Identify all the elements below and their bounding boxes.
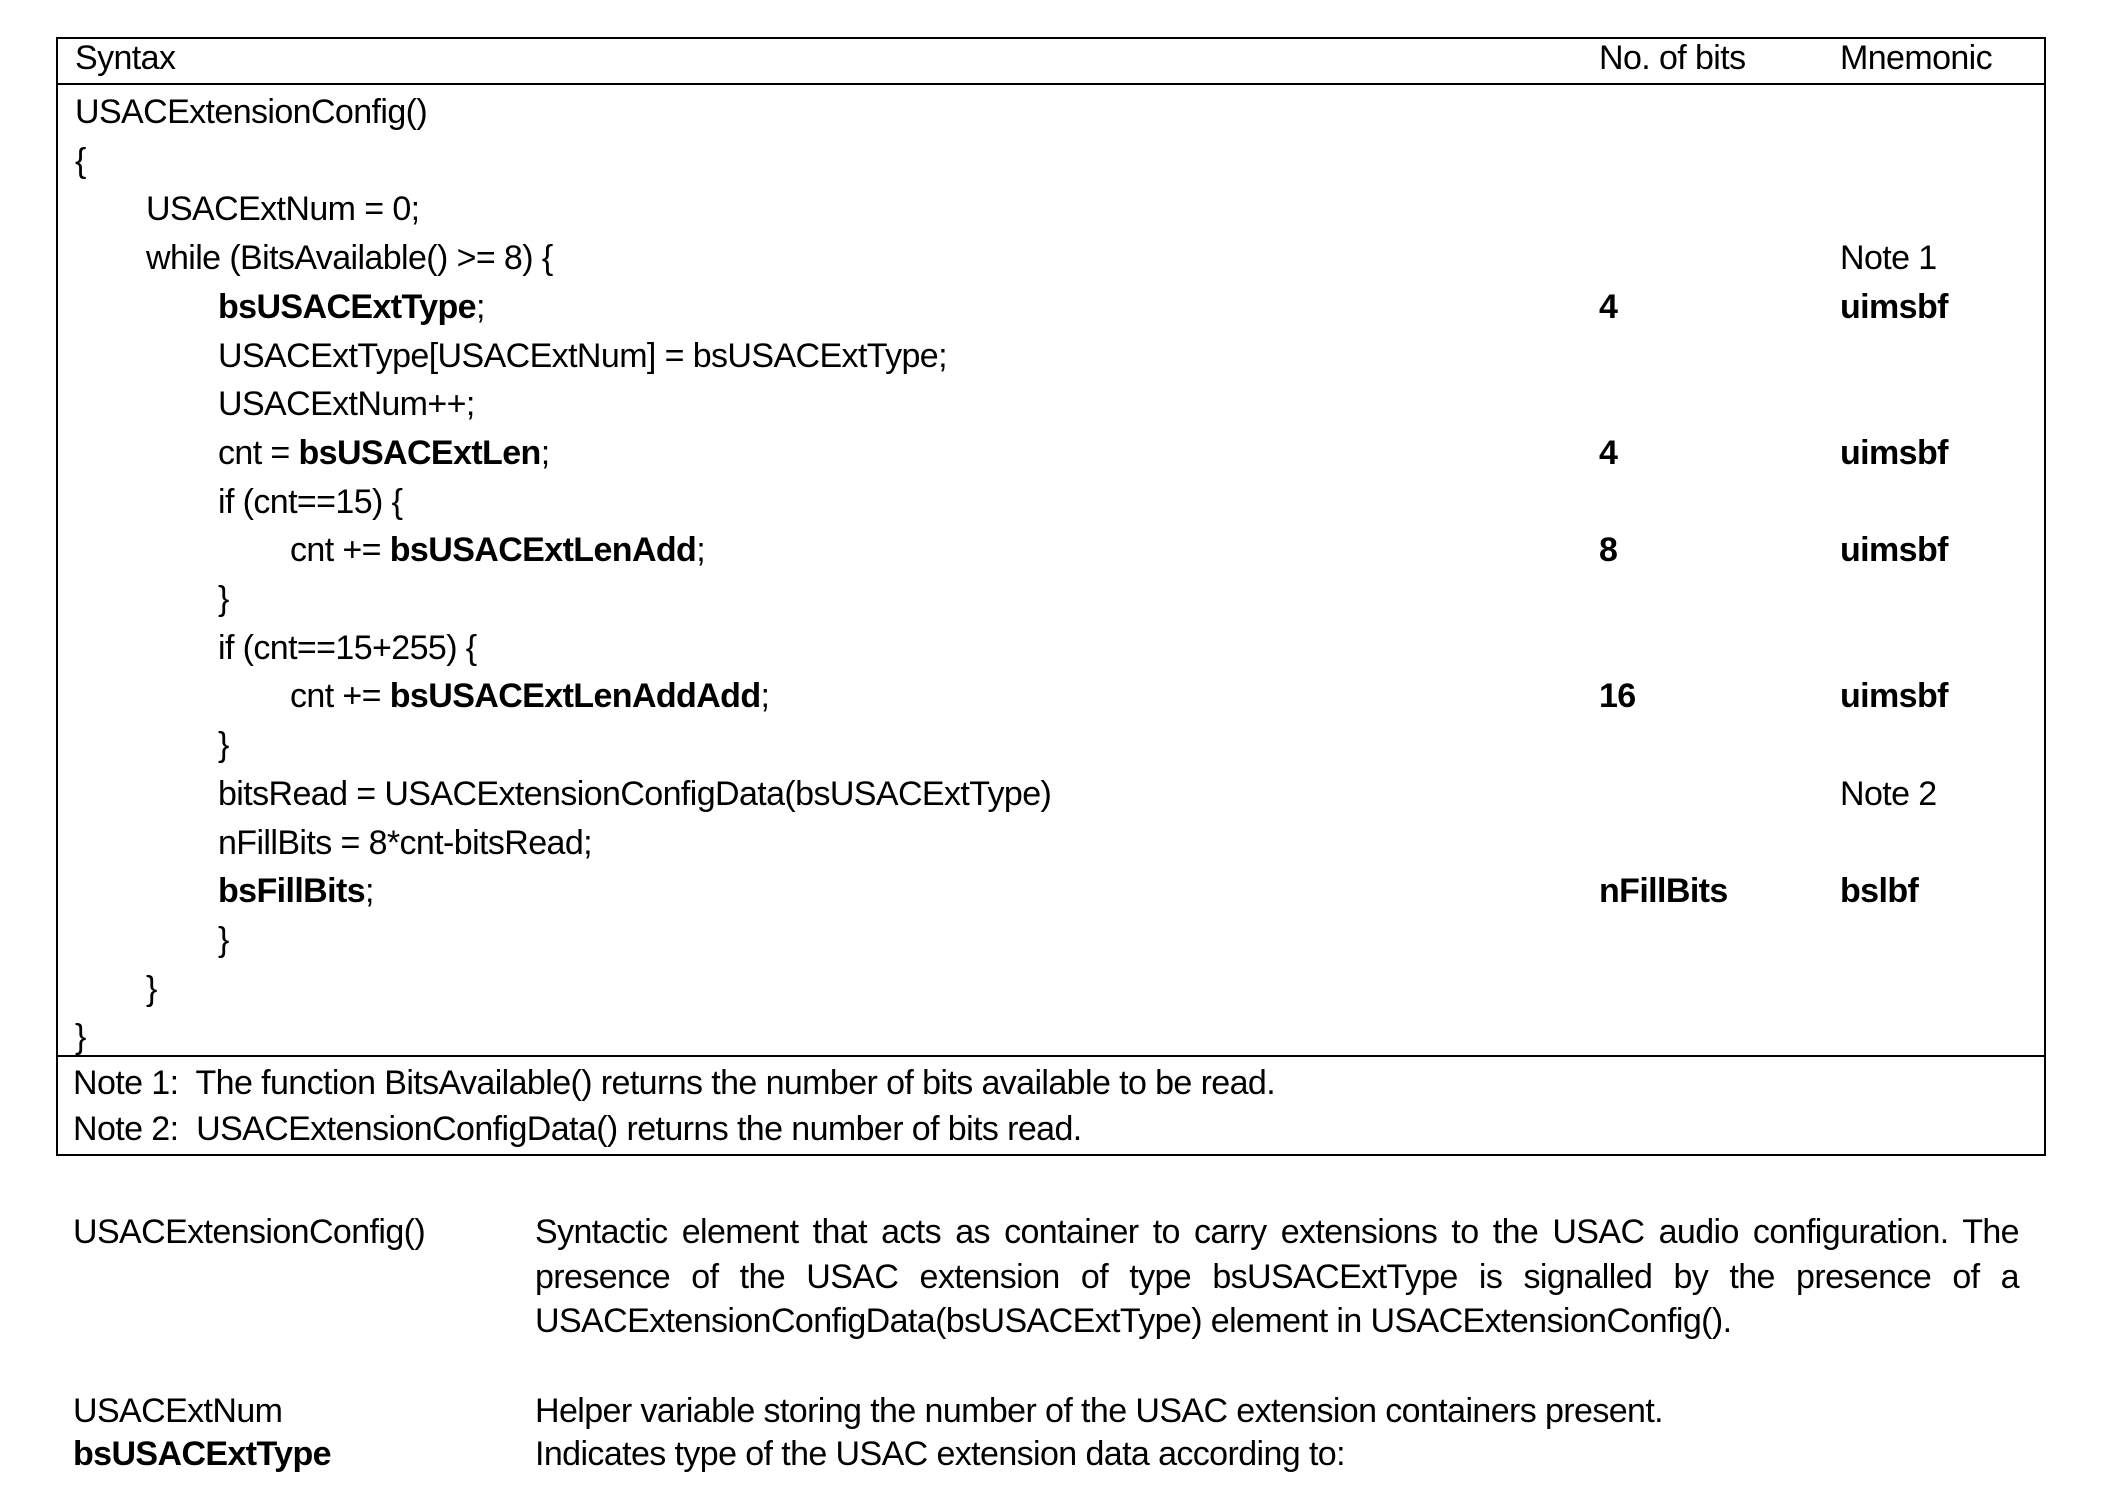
syntax-line xyxy=(218,332,947,380)
mnemonic-cell: bslbf xyxy=(1840,867,1918,915)
syntax-element-name: bsFillBits xyxy=(218,872,365,910)
header-divider xyxy=(56,83,2046,85)
syntax-line xyxy=(218,624,477,672)
definition-text: Indicates type of the USAC extension data according to: xyxy=(535,1432,2019,1477)
syntax-text: ; xyxy=(761,677,770,715)
syntax-line xyxy=(218,575,229,623)
definition-term: USACExtensionConfig() xyxy=(73,1210,425,1255)
syntax-line xyxy=(218,429,550,477)
syntax-line xyxy=(218,478,402,526)
header-mnemonic: Mnemonic xyxy=(1840,34,1992,82)
syntax-element-name: bsUSACExtLenAdd xyxy=(390,531,696,569)
syntax-line xyxy=(218,916,229,964)
syntax-line xyxy=(146,234,553,282)
syntax-line xyxy=(146,185,419,233)
syntax-line xyxy=(218,770,1051,818)
syntax-text: if (cnt==15) { xyxy=(218,483,402,521)
mnemonic-cell: uimsbf xyxy=(1840,672,1948,720)
definition-text: Syntactic element that acts as container to carry extensions to the USAC audio configuration. The presence of the USAC extension of type bsUSACExtType is signalled by the presence of a USACExtensionConfigData(bsUSACExtType) element in USACExtensionConfig(). xyxy=(535,1210,2019,1344)
syntax-element-name: bsUSACExtType xyxy=(218,288,476,326)
syntax-line xyxy=(290,526,705,574)
mnemonic-cell: uimsbf xyxy=(1840,429,1948,477)
syntax-line xyxy=(218,819,592,867)
notes-divider xyxy=(56,1055,2046,1057)
syntax-line xyxy=(75,137,86,185)
syntax-text: if (cnt==15+255) { xyxy=(218,629,477,667)
syntax-text: ; xyxy=(476,288,485,326)
syntax-line xyxy=(218,721,229,769)
syntax-text: } xyxy=(146,970,157,1008)
syntax-text: { xyxy=(75,142,86,180)
syntax-text: } xyxy=(218,726,229,764)
syntax-text: ; xyxy=(696,531,705,569)
note-2: Note 2: USACExtensionConfigData() returns the number of bits read. xyxy=(73,1105,1082,1153)
note-1: Note 1: The function BitsAvailable() returns the number of bits available to be read. xyxy=(73,1059,1275,1107)
definition-text: Helper variable storing the number of the USAC extension containers present. xyxy=(535,1389,2019,1434)
syntax-text: cnt += xyxy=(290,531,390,569)
bits-cell: 8 xyxy=(1599,526,1617,574)
syntax-line xyxy=(290,672,769,720)
syntax-line xyxy=(146,965,157,1013)
syntax-text: ; xyxy=(365,872,374,910)
syntax-line xyxy=(75,1013,86,1061)
syntax-element-name: bsUSACExtLenAddAdd xyxy=(390,677,761,715)
syntax-text: cnt = xyxy=(218,434,299,472)
syntax-text: while (BitsAvailable() >= 8) { xyxy=(146,239,553,277)
syntax-text: } xyxy=(218,580,229,618)
syntax-text: nFillBits = 8*cnt-bitsRead; xyxy=(218,824,592,862)
syntax-text: bitsRead = USACExtensionConfigData(bsUSACExtType) xyxy=(218,775,1051,813)
syntax-text: USACExtNum = 0; xyxy=(146,190,419,228)
mnemonic-cell: Note 2 xyxy=(1840,770,1937,818)
definition-term: bsUSACExtType xyxy=(73,1432,331,1477)
syntax-text: USACExtType[USACExtNum] = bsUSACExtType; xyxy=(218,337,947,375)
bits-cell: nFillBits xyxy=(1599,867,1728,915)
syntax-line xyxy=(218,867,374,915)
syntax-text: cnt += xyxy=(290,677,390,715)
header-syntax: Syntax xyxy=(75,34,175,82)
syntax-text: USACExtensionConfig() xyxy=(75,93,427,131)
syntax-text: } xyxy=(218,921,229,959)
mnemonic-cell: Note 1 xyxy=(1840,234,1937,282)
syntax-text: } xyxy=(75,1018,86,1056)
syntax-text: ; xyxy=(541,434,550,472)
header-no-of-bits: No. of bits xyxy=(1599,34,1745,82)
syntax-element-name: bsUSACExtLen xyxy=(299,434,541,472)
bits-cell: 16 xyxy=(1599,672,1636,720)
definition-term: USACExtNum xyxy=(73,1389,282,1434)
syntax-text: USACExtNum++; xyxy=(218,385,475,423)
mnemonic-cell: uimsbf xyxy=(1840,283,1948,331)
syntax-line xyxy=(218,283,485,331)
mnemonic-cell: uimsbf xyxy=(1840,526,1948,574)
bits-cell: 4 xyxy=(1599,283,1617,331)
bits-cell: 4 xyxy=(1599,429,1617,477)
syntax-line xyxy=(75,88,427,136)
syntax-line xyxy=(218,380,475,428)
